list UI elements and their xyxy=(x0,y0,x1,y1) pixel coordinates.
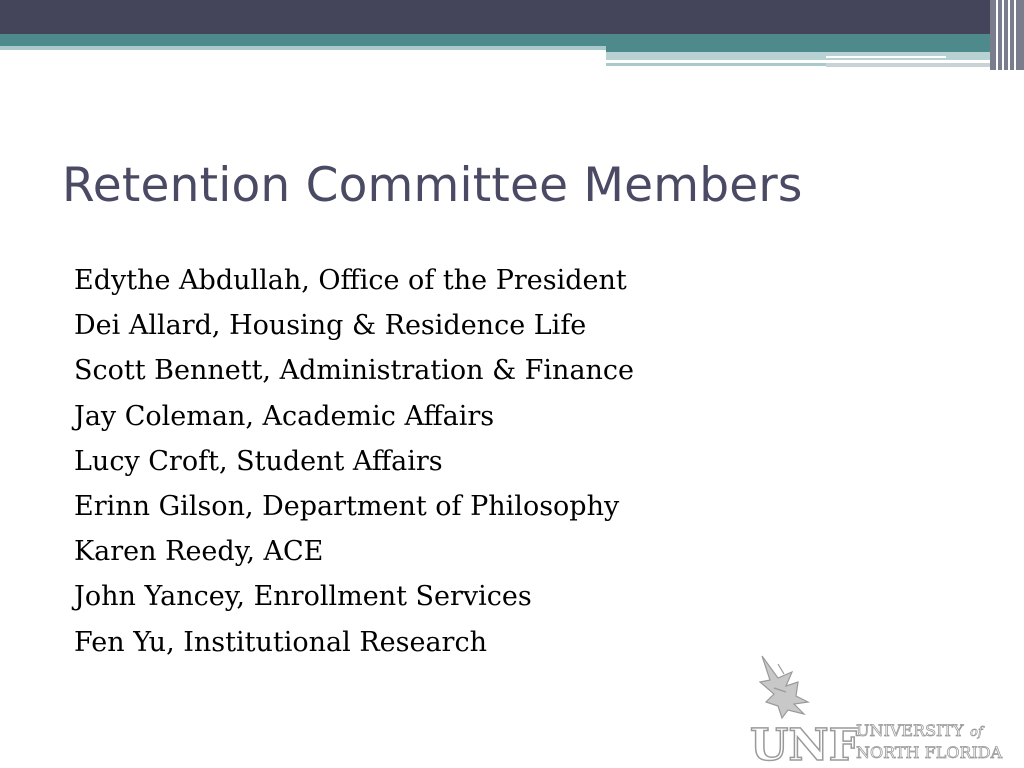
header-band-light xyxy=(0,46,606,50)
header-grey-line xyxy=(826,63,1000,67)
unf-logo xyxy=(748,652,1018,764)
header-stripe xyxy=(996,0,998,70)
header-stripe-block xyxy=(990,0,1024,70)
unf-wordmark: UNF xyxy=(750,720,860,764)
header-stripe xyxy=(1014,0,1016,70)
header-band-teal xyxy=(0,34,1000,46)
list-item: Jay Coleman, Academic Affairs xyxy=(74,400,495,432)
header-thin-line xyxy=(606,63,826,66)
header-stripe xyxy=(1008,0,1010,70)
header-white-line xyxy=(826,56,946,58)
list-item: Dei Allard, Housing & Residence Life xyxy=(74,310,587,342)
logo-north-florida-text: NORTH FLORIDA xyxy=(856,743,1003,762)
list-item: Fen Yu, Institutional Research xyxy=(74,626,487,658)
slide-title: Retention Committee Members xyxy=(62,158,803,213)
list-item: Karen Reedy, ACE xyxy=(74,536,324,568)
osprey-icon xyxy=(760,656,808,718)
header-band-dark xyxy=(0,0,1024,34)
list-item: Lucy Croft, Student Affairs xyxy=(74,445,443,477)
header-stripe xyxy=(1002,0,1004,70)
logo-university-text: UNIVERSITY xyxy=(856,721,964,740)
list-item: Erinn Gilson, Department of Philosophy xyxy=(74,491,620,523)
logo-of-text: of xyxy=(970,725,983,740)
member-list xyxy=(74,258,634,665)
list-item: Edythe Abdullah, Office of the President xyxy=(74,265,627,296)
list-item: John Yancey, Enrollment Services xyxy=(74,581,532,613)
list-item: Scott Bennett, Administration & Finance xyxy=(74,355,635,387)
